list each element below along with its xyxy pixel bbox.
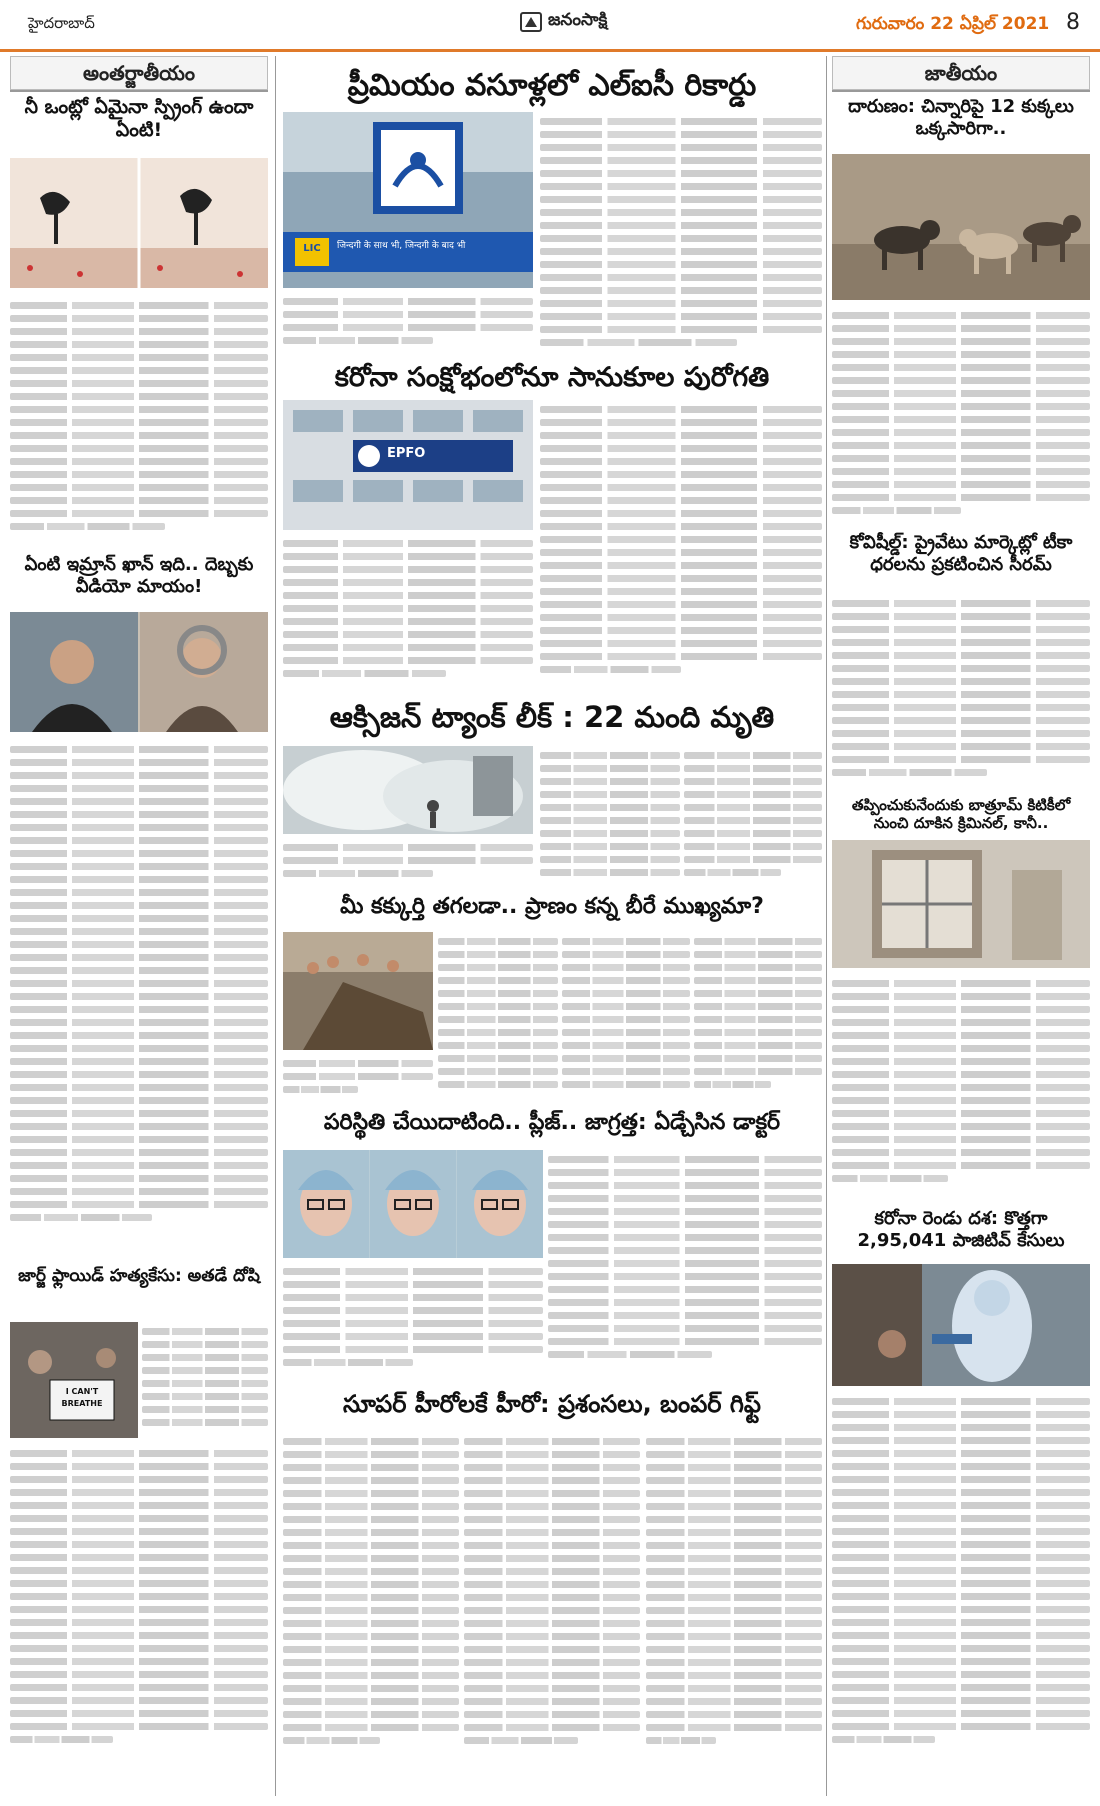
oxygen-article-text-b <box>684 746 822 886</box>
page-number: 8 <box>1066 10 1080 35</box>
headline-dogs: దారుణం: చిన్నారిపై 12 కుక్కలు ఒక్కసారిగా.. <box>848 96 1074 139</box>
headline-george-floyd: జార్జ్ ఫ్లాయిడ్ హత్యకేసు: అతడే దోషి <box>18 1266 260 1286</box>
hero-article-text-c <box>646 1432 822 1790</box>
column-rule <box>826 56 827 1796</box>
oxygen-caption-text <box>283 838 533 882</box>
section-international: అంతర్జాతీయం <box>10 56 268 90</box>
bathroom-window-photo <box>832 840 1090 968</box>
headline-corona-cases: కరోనా రెండు దశ: కొత్తగా 2,95,041 పాజిటివ్ కేసులు <box>857 1208 1065 1251</box>
hero-article-text-b <box>464 1432 640 1790</box>
lic-sign-text: LIC <box>303 243 321 254</box>
section-national: జాతీయం <box>832 56 1090 90</box>
headline-doctor: పరిస్థితి చేయిదాటింది.. ప్లీజ్.. జాగ్రత్త: ఏడ్చేసిన డాక్టర్ <box>323 1110 781 1135</box>
epfo-article-text <box>540 400 822 692</box>
floyd-article-text-top <box>142 1322 268 1438</box>
dogs-article-text <box>832 306 1090 528</box>
headline-criminal: తప్పించుకునేందుకు బాత్రూమ్ కిటికీలో నుంచి దూకిన క్రిమినల్, కానీ.. <box>851 796 1071 832</box>
issue-date: గురువారం 22 ఏప్రిల్ 2021 <box>856 14 1050 34</box>
dogs-photo <box>832 154 1090 300</box>
headline-oxygen-leak: ఆక్సిజన్ ట్యాంక్ లీక్ : 22 మంది మృతి <box>329 700 775 734</box>
hero-article-text-a <box>283 1432 459 1790</box>
epfo-building-photo <box>283 400 533 530</box>
lic-building-photo <box>283 112 533 288</box>
protest-sign-text: I CAN'T BREATHE <box>61 1387 103 1408</box>
floyd-article-text <box>10 1444 268 1789</box>
lic-caption-text <box>283 292 533 350</box>
beer-crowd-photo <box>283 932 433 1050</box>
lic-tagline: जिन्दगी के साथ भी, जिन्दगी के बाद भी <box>337 241 466 251</box>
city-label: హైదరాబాద్ <box>28 14 95 32</box>
spring-jump-photo <box>10 158 268 288</box>
epfo-caption-text <box>283 534 533 694</box>
headline-covishield: కోవిషీల్డ్: ప్రైవేటు మార్కెట్లో టీకా ధరలను ప్రకటించిన సీరమ్ <box>849 532 1073 575</box>
beer-article-text-c <box>694 932 822 1098</box>
crying-doctor-photo <box>283 1150 543 1258</box>
headline-lic: ప్రీమియం వసూళ్లలో ఎల్ఐసీ రికార్డు <box>347 68 757 103</box>
newspaper-name: జనంసాక్షి <box>548 10 608 30</box>
masthead <box>0 0 1100 52</box>
criminal-article-text <box>832 974 1090 1200</box>
lic-article-text <box>540 112 822 352</box>
newspaper-logo <box>520 10 607 34</box>
imran-khan-video-photo <box>10 612 268 732</box>
beer-article-text-b <box>562 932 690 1098</box>
oxygen-leak-photo <box>283 746 533 834</box>
doctor-article-text-a <box>283 1262 543 1380</box>
george-floyd-protest-photo <box>10 1322 138 1438</box>
covid-testing-photo <box>832 1264 1090 1386</box>
beer-caption-text <box>283 1054 433 1098</box>
imran-article-text <box>10 740 268 1260</box>
beer-article-text-a <box>438 932 558 1098</box>
spring-article-text <box>10 296 268 541</box>
logo-icon <box>520 12 542 32</box>
covishield-article-text <box>832 594 1090 790</box>
corona-cases-article-text <box>832 1392 1090 1790</box>
headline-super-hero: సూపర్ హీరోలకే హీరో: ప్రశంసలు, బంపర్ గిఫ్ట్ <box>343 1390 761 1418</box>
headline-spring: నీ ఒంట్లో ఏమైనా స్ప్రింగ్ ఉందా ఏంటి! <box>24 96 254 141</box>
column-rule <box>275 56 276 1796</box>
headline-beer: మీ కక్కుర్తి తగలడా.. ప్రాణం కన్న బీరే ముఖ్యమా? <box>340 894 764 919</box>
headline-imran-khan: ఏంటి ఇమ్రాన్ ఖాన్ ఇది.. దెబ్బకు వీడియో మాయం! <box>24 554 254 597</box>
oxygen-article-text-a <box>540 746 680 886</box>
doctor-article-text-b <box>548 1150 822 1380</box>
epfo-sign-text: EPFO <box>387 446 426 461</box>
headline-epfo: కరోనా సంక్షోభంలోనూ సానుకూల పురోగతి <box>334 362 770 393</box>
